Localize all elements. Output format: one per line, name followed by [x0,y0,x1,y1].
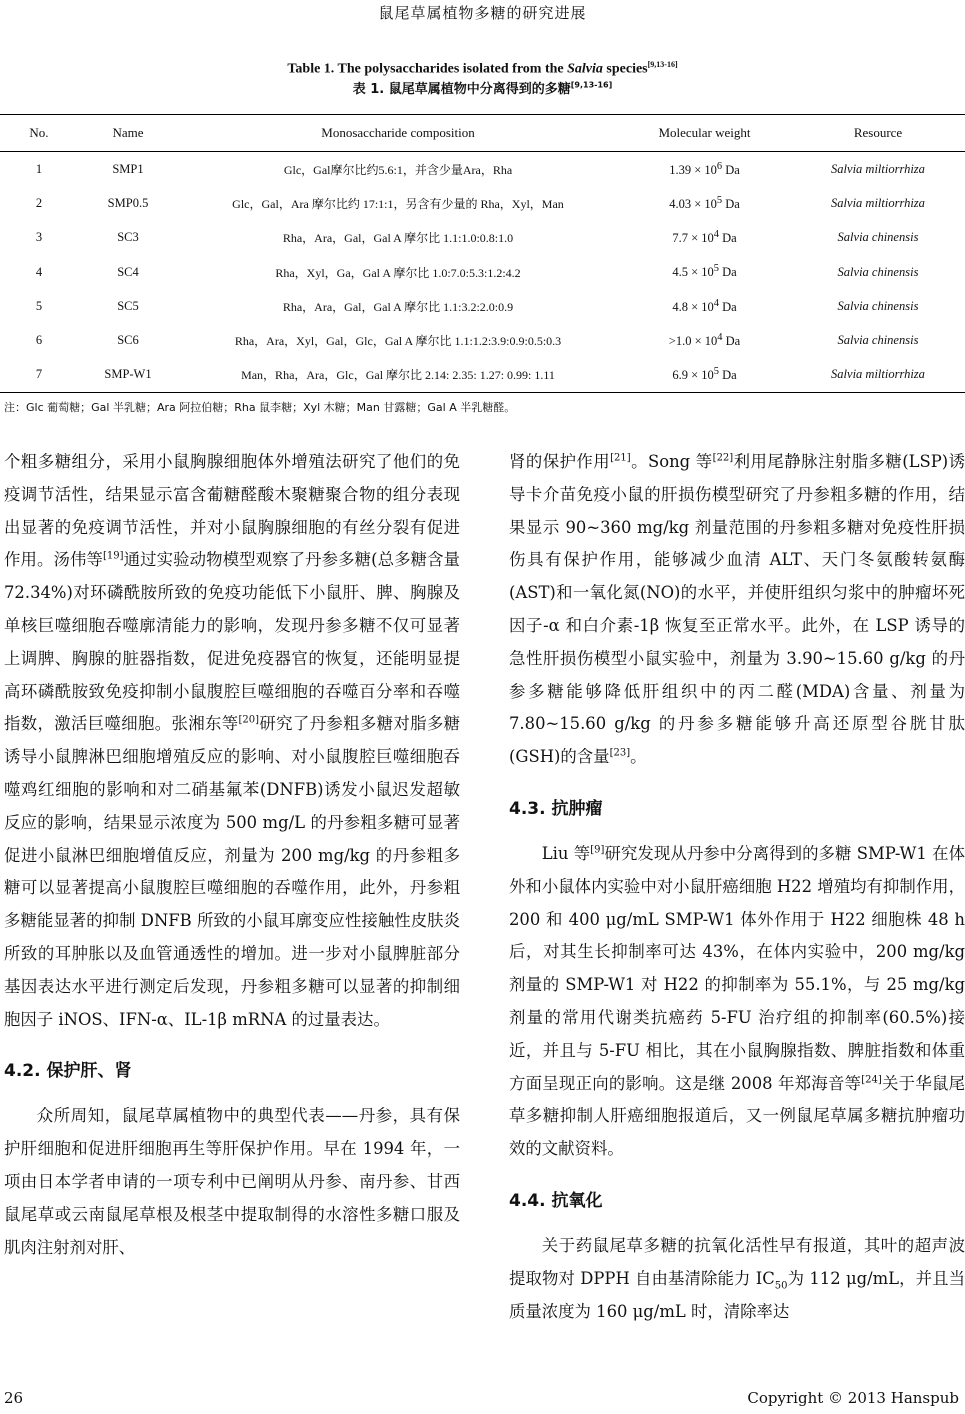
body-paragraph: 关于药鼠尾草多糖的抗氧化活性早有报道，其叶的超声波提取物对 DPPH 自由基清除能力 $IC_{50}$为 112 μg/mL，并且当质量浓度为 160 μg/mL 时，清除率达 [509,1235,965,1321]
cell-no: 4 [35,264,43,279]
citation: [22] [712,452,734,464]
col-header-name: Name [78,115,178,152]
cell-composition: Rha，Ara，Gal，Gal A 摩尔比 1.1:3.2:2.0:0.9 [282,299,514,314]
citation: [9] [590,844,605,856]
cell-mw: $6.9 \times 10^5$ Da [618,358,791,393]
cell-name: SMP0.5 [107,195,149,210]
section-heading-4-3: 4.3. 抗肿瘤 [509,798,603,819]
cell-mw: $>1.0 \times 10^4$ Da [668,332,741,349]
copyright: Copyright © 2013 Hanspub [747,1389,959,1407]
section-heading-4-4: 4.4. 抗氧化 [509,1190,603,1211]
cell-resource: Salvia chinensis [837,333,919,348]
left-column [4,446,460,1264]
cell-mw: $4.5 \times 10^5$ Da [672,263,737,280]
table-row [0,289,965,323]
table-caption-zh: 表 1. 鼠尾草属植物中分离得到的多糖[9,13-16] [352,80,613,97]
table-note: 注：Glc 葡萄糖；Gal 半乳糖；Ara 阿拉伯糖；Rha 鼠李糖；Xyl 木糖；Man 甘露糖；Gal A 半乳糖醛。 [4,401,516,414]
cell-no: 7 [0,358,78,393]
citation: [20] [238,714,260,726]
page-number: 26 [4,1389,24,1407]
table-row [0,358,965,393]
col-header-mw: Molecular weight [618,115,791,152]
cell-resource: Salvia miltiorrhiza [831,161,925,176]
cell-composition: Rha，Ara，Xyl，Gal，Glc，Gal A 摩尔比 1.1:1.2:3.9:0.9:0.5:0.3 [234,334,562,349]
cell-composition: Glc，Gal摩尔比约5.6:1，并含少量Ara，Rha [283,162,513,177]
cell-name: SC3 [117,230,139,245]
cell-composition: Man，Rha，Ara，Glc，Gal 摩尔比 2.14: 2.35: 1.27: 0.99: 1.11 [178,358,618,393]
table-row [0,152,965,187]
cell-no: 3 [35,230,43,245]
cell-no: 5 [35,298,43,313]
cell-mw: $4.8 \times 10^4$ Da [672,297,737,314]
table-row [0,255,965,289]
cell-name: SMP-W1 [78,358,178,393]
cell-resource: Salvia chinensis [837,264,919,279]
col-header-composition: Monosaccharide composition [178,115,618,152]
body-paragraph: 个粗多糖组分，采用小鼠胸腺细胞体外增殖法研究了他们的免疫调节活性，结果显示富含葡糖醛酸木聚糖聚合物的组分表现出显著的免疫调节活性，并对小鼠胸腺细胞的有丝分裂有促进作用。汤伟等[19]通过实验动物模型观察了丹参多糖(总多糖含量72.34%)对环磷酰胺所致的免疫功能低下小鼠肝、脾、胸腺及单核巨噬细胞吞噬廓清能力的影响，发现丹参多糖不仅可显著上调脾、胸腺的脏器指数，促进免疫器官的恢复，还能明显提高环磷酰胺致免疫抑制小鼠腹腔巨噬细胞的吞噬百分率和吞噬指数，激活巨噬细胞。张湘东等[20]研究了丹参粗多糖对脂多糖诱导小鼠脾淋巴细胞增殖反应的影响、对小鼠腹腔巨噬细胞吞噬鸡红细胞的影响和对二硝基氟苯(DNFB)诱发小鼠迟发超敏反应的影响，结果显示浓度为 500 mg/L 的丹参粗多糖可显著促进小鼠淋巴细胞增值反应，剂量为 200 mg/kg 的丹参粗多糖可以显著提高小鼠腹腔巨噬细胞的吞噬作用，此外，丹参粗多糖能显著的抑制 DNFB 所致的小鼠耳廓变应性接触性皮肤炎所致的耳肿胀以及血管通透性的增加。进一步对小鼠脾脏部分基因表达水平进行测定后发现，丹参粗多糖可以显著的抑制细胞因子 iNOS、IFN-α、IL-1β mRNA 的过量表达。 [4,452,461,1029]
body-paragraph: Liu 等[9]研究发现从丹参中分离得到的多糖 SMP-W1 在体外和小鼠体内实验中对小鼠肝癌细胞 H22 增殖均有抑制作用，200 和 400 μg/mL SMP-W1 体外作用于 H22 细胞株 48 h 后，对其生长抑制率可达 43%，在体内实验中，200 mg/kg 剂量的 SMP-W1 对 H22 的抑制率为 55.1%，与 25 mg/kg 剂量的常用代谢类抗癌药 5-FU 治疗组的抑制率(60.5%)接近，并且与 5-FU 相比，其在小鼠胸腺指数、脾脏指数和体重方面呈现正向的影响。这是继 2008 年郑海音等[24]关于华鼠尾草多糖抑制人肝癌细胞报道后，又一例鼠尾草属多糖抗肿瘤功效的文献资料。 [509,843,965,1159]
polysaccharide-table [0,114,965,393]
cell-composition: Rha，Ara，Gal，Gal A 摩尔比 1.1:1.0:0.8:1.0 [282,231,514,246]
right-column [509,446,965,1328]
cell-mw: $1.39 \times 10^6$ Da [669,160,740,177]
cell-composition: Glc，Gal，Ara 摩尔比约 17:1:1，另含有少量的 Rha，Xyl，Man [232,196,564,211]
table-row [0,186,965,220]
cell-no: 1 [35,161,43,176]
table-row [0,323,965,357]
body-paragraph: 肾的保护作用[21]。Song 等[22]利用尾静脉注射脂多糖(LSP)诱导卡介苗免疫小鼠的肝损伤模型研究了丹参粗多糖的作用，结果显示 90~360 mg/kg 剂量范围的丹参粗多糖对免疫性肝损伤具有保护作用，能够减少血清 ALT、天门冬氨酸转氨酶(AST)和一氧化氮(NO)的水平，并使肝组织匀浆中的肿瘤坏死因子-α 和白介素-1β 恢复至正常水平。此外，在 LSP 诱导的急性肝损伤模型小鼠实验中，剂量为 3.90~15.60 g/kg 的丹参多糖能够降低肝组织中的丙二醛(MDA)含量、剂量为 7.80~15.60 g/kg 的丹参多糖能够升高还原型谷胱甘肽(GSH)的含量[23]。 [509,452,965,767]
body-paragraph: 众所周知，鼠尾草属植物中的典型代表——丹参，具有保护肝细胞和促进肝细胞再生等肝保护作用。早在 1994 年，一项由日本学者申请的一项专利中已阐明从丹参、南丹参、甘西鼠尾草或云南鼠尾草根及根茎中提取制得的水溶性多糖口服及肌肉注射剂对肝、 [4,1106,460,1257]
cell-composition: Rha，Xyl，Ga，Gal A 摩尔比 1.0:7.0:5.3:1.2:4.2 [275,265,521,280]
cell-mw: $4.03 \times 10^5$ Da [669,194,740,212]
cell-resource: Salvia miltiorrhiza [791,358,965,393]
cell-name: SC5 [117,298,139,313]
citation: [23] [609,747,631,759]
section-heading-4-2: 4.2. 保护肝、肾 [4,1061,132,1082]
citation: [21] [610,452,631,464]
col-header-no: No. [0,115,78,152]
cell-resource: Salvia chinensis [837,298,919,313]
cell-no: 6 [35,333,43,348]
citation: [24] [861,1074,882,1086]
table-header-row [0,115,965,152]
cell-no: 2 [35,195,43,210]
cell-resource: Salvia miltiorrhiza [831,195,925,210]
col-header-resource: Resource [791,115,965,152]
cell-mw: $7.7 \times 10^4$ Da [672,229,737,246]
cell-resource: Salvia chinensis [837,230,919,245]
running-header: 鼠尾草属植物多糖的研究进展 [378,4,587,22]
table-caption-en: Table 1. The polysaccharides isolated from the Salvia species[9,13-16] [287,60,678,77]
cell-name: SC6 [117,333,139,348]
citation: [19] [103,550,124,562]
table-row [0,221,965,255]
cell-name: SMP1 [112,161,144,176]
cell-name: SC4 [117,264,139,279]
